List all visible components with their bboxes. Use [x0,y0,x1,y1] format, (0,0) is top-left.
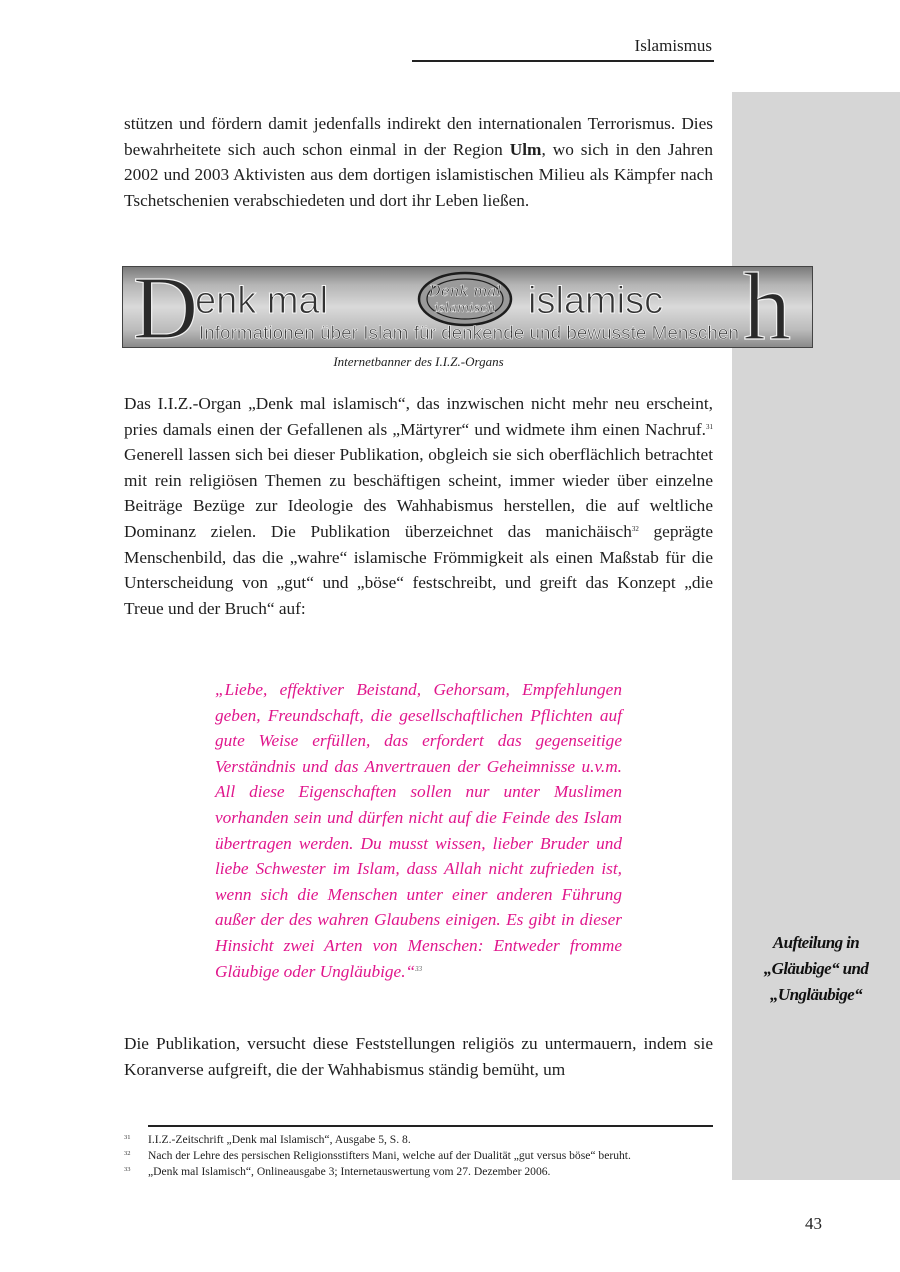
paragraph-2 [124,391,713,621]
paragraph-1-after: , wo sich in den Jahren 2002 und 2003 Aktivisten aus dem dortigen islamistischen Milieu als Kämpfer nach Tschetschenien verabschiedeten und dort ihr Leben ließen. [124,139,713,210]
quote-text: „Liebe, effektiver Beistand, Gehorsam, Empfehlungen geben, Freundschaft, die gesellschaftlichen Pflichten auf gute Weise erfüllen, das erfordert das gegenseitige Verständnis und das Anvertrauen der Geheimnisse u.v.m. All diese Eigenschaften sollen nur unter Muslimen vorhanden sein und dürfen nicht auf die Feinde des Islam übertragen werden. Du musst wissen, lieber Bruder und liebe Schwester im Islam, dass Allah nicht zufrieden ist, wenn sich die Menschen unter einer anderen Führung außer der des wahren Glaubens einigen. Es gibt in dieser Hinsicht zwei Arten von Menschen: Entweder fromme Gläubige oder Ungläubige.“ [215,680,622,981]
footnote-text: I.I.Z.-Zeitschrift „Denk mal Islamisch“, Ausgabe 5, S. 8. [148,1133,411,1146]
banner-big-letter-left: D [133,267,198,347]
emblem-line-2: islamisch [434,301,496,316]
banner-subtitle: Informationen über Islam für denkende und bewusste Menschen [199,323,739,343]
paragraph-3: Die Publikation, versucht diese Feststellungen religiös zu untermauern, indem sie Koranverse aufgreift, die der Wahhabismus ständig bemüht, um [124,1034,713,1079]
running-header: Islamismus [634,36,712,55]
footnote-number: 33 [124,1166,131,1173]
margin-sidebar [732,92,900,1180]
footnote-number: 31 [124,1134,131,1141]
paragraph-2-part-2: Generell lassen sich bei dieser Publikation, obgleich sie sich oberflächlich betrachtet mit rein religiösen Themen zu beschäftigen scheint, immer wieder über einzelne Beiträge Bezüge zur Ideologie des Wahhabismus herstellen, die auf weltliche Dominanz zielen. Die Publikation überzeichnet das manichäisch [124,445,713,541]
margin-note-line-1: Aufteilung in [772,933,860,952]
banner-caption: Internetbanner des I.I.Z.-Organs [333,354,504,369]
footnote-number: 32 [124,1150,131,1157]
banner-word-2: islamisc [528,280,664,322]
margin-note-line-3: „Ungläubige“ [770,985,862,1004]
margin-note [744,930,888,1008]
page-number: 43 [805,1214,822,1233]
header-rule [412,60,714,62]
footnote [124,1148,724,1164]
margin-note-line-2: „Gläubige“ und [763,959,869,978]
footnote-ref-32: 32 [631,524,639,533]
paragraph-2-part-1: Das I.I.Z.-Organ „Denk mal islamisch“, das inzwischen nicht mehr neu erscheint, pries damals einen der Gefallenen als „Märtyrer“ und widmete ihm einen Nachruf. [124,394,713,439]
footnote-rule [148,1125,713,1127]
footnote-ref-31: 31 [706,422,713,431]
internet-banner [122,266,813,348]
banner-emblem [419,273,511,325]
banner-big-letter-right: h [743,267,791,347]
footnotes [124,1132,724,1180]
paragraph-1-before: stützen und fördern damit jedenfalls indirekt den internationalen Terrorismus. Dies bewahrheitete sich auch schon einmal in der Region [124,114,713,159]
footnote [124,1132,724,1148]
footnote-text: Nach der Lehre des persischen Religionsstifters Mani, welche auf der Dualität „gut versus böse“ beruht. [148,1149,631,1162]
paragraph-1-emphasis: Ulm [509,139,542,159]
block-quote [215,677,622,984]
footnote-text: „Denk mal Islamisch“, Onlineausgabe 3; Internetauswertung vom 27. Dezember 2006. [148,1165,551,1178]
emblem-line-1: Denk mal [428,282,502,300]
paragraph-1 [124,111,713,213]
footnote [124,1164,724,1180]
paragraph-2-part-3: geprägte Menschenbild, das die „wahre“ islamische Frömmigkeit als einen Maßstab für die Unterscheidung von „gut“ und „böse“ festschreibt, und greift das Konzept „die Treue und der Bruch“ auf: [124,521,713,618]
banner-word-1: enk mal [195,280,329,322]
footnote-ref-33: 33 [415,964,423,973]
